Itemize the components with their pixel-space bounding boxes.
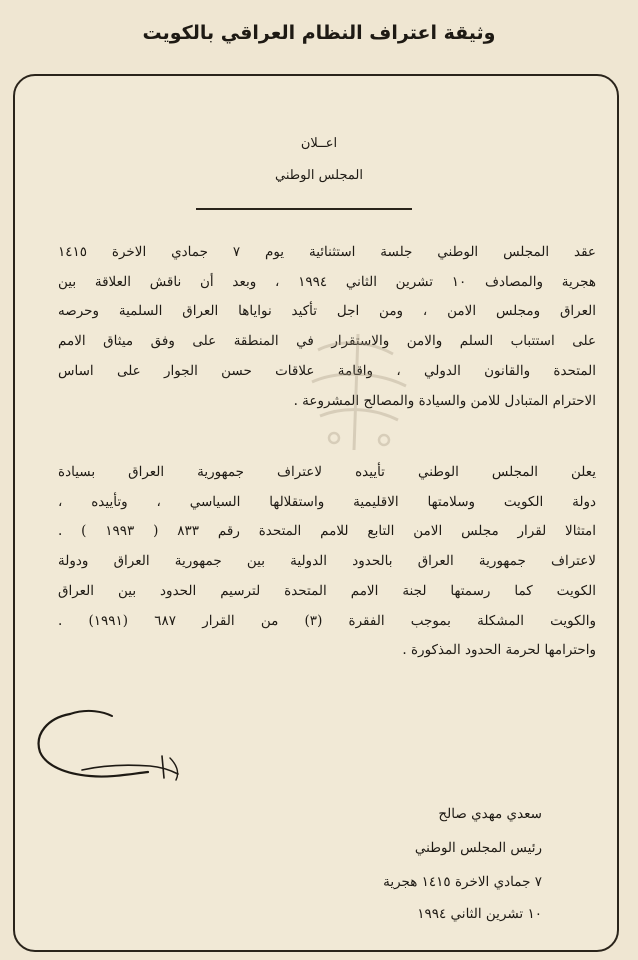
paragraph-1-line: المتحدة والقانون الدولي ، واقامة علاقات حسن الجوار على اساس <box>58 362 596 379</box>
paragraph-1-line: هجرية والمصادف ١٠ تشرين الثاني ١٩٩٤ ، وبعد أن ناقش العلاقة بين <box>58 273 597 290</box>
signatory-name: سعدي مهدي صالح <box>438 806 542 822</box>
watermark-stamp <box>298 320 418 470</box>
paragraph-2-line: يعلن المجلس الوطني تأييده لاعتراف جمهورية العراق بسيادة <box>58 464 596 480</box>
paragraph-1-line: عقد المجلس الوطني جلسة استثنائية يوم ٧ جمادي الاخرة ١٤١٥ <box>58 244 596 260</box>
notice-paragraph-2 <box>58 458 596 666</box>
paragraph-2-line: والكويت المشكلة بموجب الفقرة (٣) من القرار ٦٨٧ (١٩٩١) . <box>58 612 596 629</box>
paragraph-2-line: الكويت كما رسمتها لجنة الامم المتحدة لترسيم الحدود بين العراق <box>58 582 596 599</box>
paragraph-2-line: دولة الكويت وسلامتها الاقليمية واستقلالها السياسي ، وتأييده ، <box>58 493 596 510</box>
date-gregorian: ١٠ تشرين الثاني ١٩٩٤ <box>417 906 542 922</box>
handwritten-signature <box>30 704 200 794</box>
paragraph-1-line: العراق ومجلس الامن ، ومن اجل تأكيد نواياها العراق السلمية وحرصه <box>58 303 596 320</box>
date-hijri: ٧ جمادي الاخرة ١٤١٥ هجرية <box>383 874 542 890</box>
document-headline: وثيقة اعتراف النظام العراقي بالكويت <box>142 22 496 44</box>
heading-divider <box>196 208 412 210</box>
paragraph-1-line: على استتباب السلم والامن والاستقرار في المنطقة على وفق ميثاق الامم <box>58 333 596 350</box>
notice-heading: اعــلان <box>300 136 338 151</box>
paragraph-2-line: واحترامها لحرمة الحدود المذكورة . <box>402 642 596 659</box>
paragraph-1-line: الاحترام المتبادل للامن والسيادة والمصالح المشروعة . <box>293 392 596 409</box>
paragraph-2-line: لاعتراف جمهورية العراق بالحدود الدولية بين جمهورية العراق ودولة <box>58 553 596 570</box>
signatory-title: رئيس المجلس الوطني <box>414 840 542 856</box>
paragraph-2-line: امتثالا لقرار مجلس الامن التابع للامم المتحدة رقم ٨٣٣ ( ١٩٩٣ ) . <box>58 523 596 540</box>
notice-council-title: المجلس الوطني <box>275 168 363 183</box>
